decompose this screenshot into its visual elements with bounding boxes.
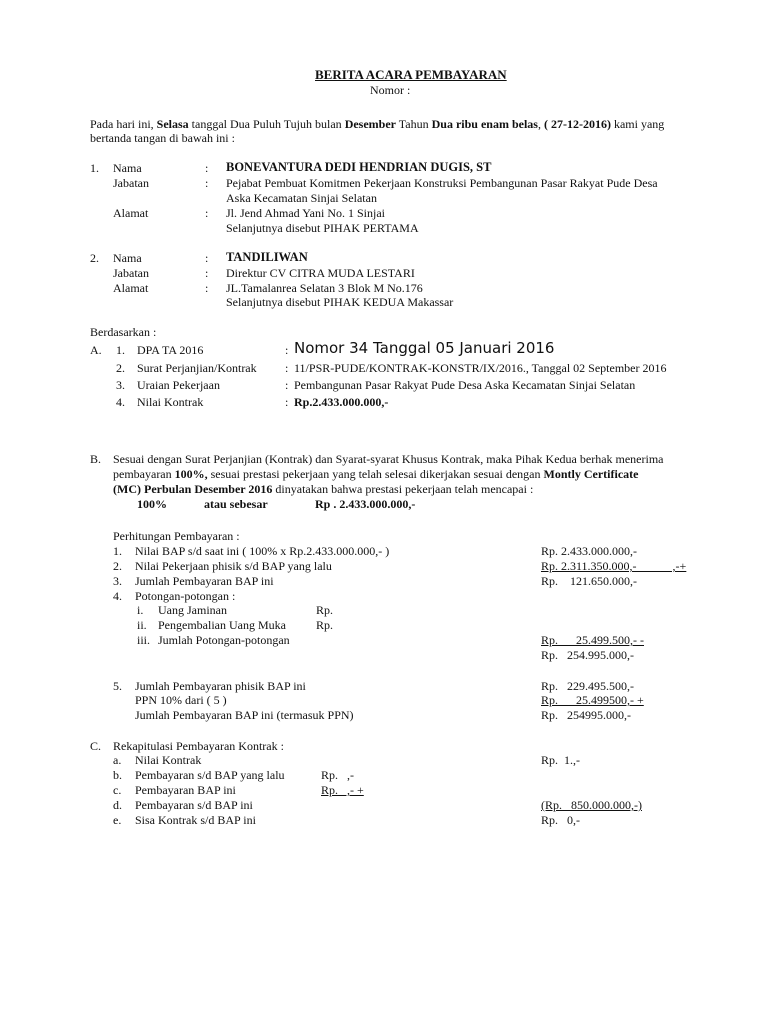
colon: : [285, 395, 289, 409]
basis-2-label: Surat Perjanjian/Kontrak [137, 361, 257, 375]
basis-2-number: 2. [116, 361, 125, 375]
sub-3-number: iii. [137, 633, 151, 647]
section-b-amount: Rp . 2.433.000.000,- [315, 497, 416, 511]
calc-2-label: Nilai Pekerjaan phisik s/d BAP yang lalu [135, 559, 332, 573]
intro-line-2: bertanda tangan di bawah ini : [90, 131, 235, 145]
section-b-line-2 [113, 467, 638, 481]
basis-3-value: Pembangunan Pasar Rakyat Pude Desa Aska Kecamatan Sinjai Selatan [294, 378, 636, 392]
intro-text: Tahun [396, 117, 432, 131]
colon: : [285, 343, 289, 357]
calc-5-value: Rp. 229.495.500,- [541, 679, 634, 693]
party2-jabatan: Direktur CV CITRA MUDA LESTARI [226, 266, 415, 280]
section-a-label: A. [90, 343, 102, 357]
rekap-title: Rekapitulasi Pembayaran Kontrak : [113, 739, 284, 753]
rekap-e-value: Rp. 0,- [541, 813, 580, 827]
section-b-mc: Montly Certificate [543, 467, 639, 481]
section-b-text: sesuai prestasi pekerjaan yang telah selesai dikerjakan sesuai dengan [207, 467, 544, 481]
basis-1-label: DPA TA 2016 [137, 343, 204, 357]
intro-day: Selasa [156, 117, 189, 131]
party2-alamat: JL.Tamalanrea Selatan 3 Blok M No.176 [226, 281, 423, 295]
colon: : [205, 281, 209, 295]
sub-2-rp: Rp. [316, 618, 334, 632]
rekap-c-number: c. [113, 783, 122, 797]
perhitungan-title: Perhitungan Pembayaran : [113, 529, 240, 543]
sub-2-label: Pengembalian Uang Muka [158, 618, 286, 632]
colon: : [205, 266, 209, 280]
intro-text: , [537, 117, 544, 131]
calc-1-value: Rp. 2.433.000.000,- [541, 544, 637, 558]
party1-nama: BONEVANTURA DEDI HENDRIAN DUGIS, ST [226, 160, 492, 174]
party1-number: 1. [90, 161, 99, 175]
basis-4-label: Nilai Kontrak [137, 395, 204, 409]
sub-3-value: Rp. 25.499.500,- - [541, 633, 644, 647]
sub-1-number: i. [137, 603, 144, 617]
calc-1-label: Nilai BAP s/d saat ini ( 100% x Rp.2.433.000.000,- ) [135, 544, 390, 558]
rekap-a-value: Rp. 1.,- [541, 753, 580, 767]
intro-line-1 [90, 117, 664, 131]
party1-sebut: Selanjutnya disebut PIHAK PERTAMA [226, 221, 419, 235]
calc-2-number: 2. [113, 559, 122, 573]
calc-3-label: Jumlah Pembayaran BAP ini [135, 574, 274, 588]
basis-1-value: Nomor 34 Tanggal 05 Januari 2016 [294, 339, 555, 357]
colon: : [205, 206, 209, 220]
basis-3-label: Uraian Pekerjaan [137, 378, 220, 392]
colon: : [285, 378, 289, 392]
sub-3-label: Jumlah Potongan-potongan [158, 633, 290, 647]
basis-4-value: Rp.2.433.000.000,- [294, 395, 389, 409]
section-b-atau: atau sebesar [204, 497, 268, 511]
party2-jabatan-label: Jabatan [113, 266, 149, 280]
sub-4-value: Rp. 254.995.000,- [541, 648, 634, 662]
basis-2-value: 11/PSR-PUDE/KONTRAK-KONSTR/IX/2016., Tanggal 02 September 2016 [294, 361, 667, 375]
colon: : [205, 176, 209, 190]
calc-1-number: 1. [113, 544, 122, 558]
intro-month: Desember [344, 117, 396, 131]
document-title: BERITA ACARA PEMBAYARAN [315, 67, 507, 82]
berdasarkan-label: Berdasarkan : [90, 325, 157, 339]
colon: : [205, 161, 209, 175]
calc-5-number: 5. [113, 679, 122, 693]
rekap-d-label: Pembayaran s/d BAP ini [135, 798, 253, 812]
section-c-label: C. [90, 739, 102, 753]
basis-4-number: 4. [116, 395, 125, 409]
calc-5-label: Jumlah Pembayaran phisik BAP ini [135, 679, 306, 693]
calc-3-number: 3. [113, 574, 122, 588]
total-value: Rp. 254995.000,- [541, 708, 631, 722]
intro-text: kami yang [610, 117, 665, 131]
intro-year: Dua ribu enam belas [431, 117, 538, 131]
rekap-a-label: Nilai Kontrak [135, 753, 202, 767]
intro-date: ( 27-12-2016) [543, 117, 611, 131]
party2-number: 2. [90, 251, 99, 265]
section-b-period: (MC) Perbulan Desember 2016 [113, 482, 273, 496]
basis-3-number: 3. [116, 378, 125, 392]
calc-3-value: Rp. 121.650.000,- [541, 574, 637, 588]
basis-1-number: 1. [116, 343, 125, 357]
section-b-line-1: Sesuai dengan Surat Perjanjian (Kontrak) dan Syarat-syarat Khusus Kontrak, maka Pihak Kedua berhak menerima [113, 452, 664, 466]
party1-nama-label: Nama [113, 161, 142, 175]
rekap-c-rp: Rp. ,- + [321, 783, 364, 797]
sub-1-label: Uang Jaminan [158, 603, 227, 617]
nomor-label: Nomor : [370, 83, 411, 97]
party2-alamat-label: Alamat [113, 281, 149, 295]
sub-1-rp: Rp. [316, 603, 334, 617]
party1-jabatan-line-1: Pejabat Pembuat Komitmen Pekerjaan Konstruksi Pembangunan Pasar Rakyat Pude Desa [226, 176, 658, 190]
rekap-a-number: a. [113, 753, 122, 767]
sub-2-number: ii. [137, 618, 147, 632]
colon: : [205, 251, 209, 265]
section-b-text: pembayaran [113, 467, 175, 481]
intro-text: tanggal Dua Puluh Tujuh bulan [188, 117, 345, 131]
rekap-c-label: Pembayaran BAP ini [135, 783, 236, 797]
calc-4-label: Potongan-potongan : [135, 589, 236, 603]
calc-4-number: 4. [113, 589, 122, 603]
section-b-pct: 100% [137, 497, 167, 511]
rekap-e-label: Sisa Kontrak s/d BAP ini [135, 813, 256, 827]
total-label: Jumlah Pembayaran BAP ini (termasuk PPN) [135, 708, 354, 722]
section-b-label: B. [90, 452, 102, 466]
rekap-b-number: b. [113, 768, 122, 782]
ppn-label: PPN 10% dari ( 5 ) [135, 693, 227, 707]
party1-jabatan-label: Jabatan [113, 176, 149, 190]
rekap-e-number: e. [113, 813, 122, 827]
intro-text: Pada hari ini, [90, 117, 157, 131]
calc-2-value: Rp. 2.311.350.000,- ,-+ [541, 559, 687, 573]
party2-nama: TANDILIWAN [226, 250, 308, 264]
section-b-text: dinyatakan bahwa prestasi pekerjaan telah mencapai : [272, 482, 534, 496]
section-b-percent: 100%, [174, 467, 208, 481]
colon: : [285, 361, 289, 375]
rekap-d-number: d. [113, 798, 122, 812]
section-b-line-3 [113, 482, 533, 496]
party1-jabatan-line-2: Aska Kecamatan Sinjai Selatan [226, 191, 377, 205]
party1-alamat-label: Alamat [113, 206, 149, 220]
party2-nama-label: Nama [113, 251, 142, 265]
party1-alamat: Jl. Jend Ahmad Yani No. 1 Sinjai [226, 206, 386, 220]
rekap-d-value: (Rp. 850.000.000,-) [541, 798, 642, 812]
party2-sebut: Selanjutnya disebut PIHAK KEDUA Makassar [226, 295, 454, 309]
rekap-b-rp: Rp. ,- [321, 768, 354, 782]
ppn-value: Rp. 25.499500,- + [541, 693, 644, 707]
rekap-b-label: Pembayaran s/d BAP yang lalu [135, 768, 285, 782]
